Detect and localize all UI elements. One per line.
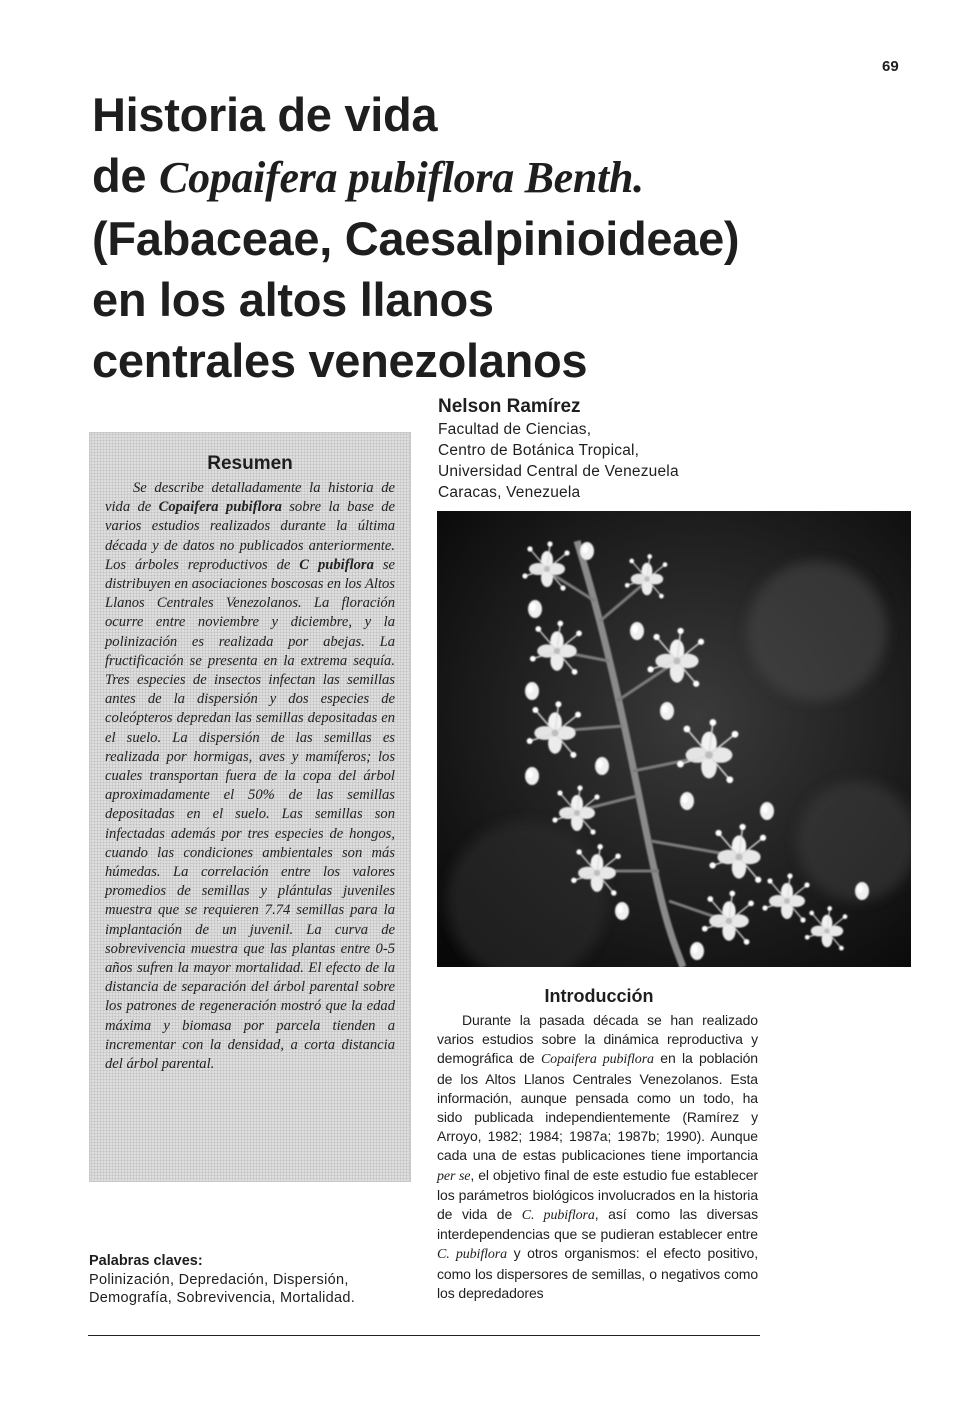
keywords-line: Polinización, Depredación, Dispersión, — [89, 1272, 349, 1288]
affiliation-line: Centro de Botánica Tropical, — [438, 442, 640, 459]
title-line-4: en los altos llanos — [92, 273, 494, 326]
introduction-text — [437, 1011, 758, 1303]
abstract-species-short: C pubiflora — [299, 556, 374, 573]
author-block — [438, 396, 768, 503]
title-species: Copaifera pubiflora Benth. — [159, 153, 644, 202]
abstract-species: Copaifera pubiflora — [158, 499, 282, 516]
keywords-block — [89, 1252, 409, 1307]
keywords-heading: Palabras claves: — [89, 1253, 203, 1269]
footer-rule — [88, 1335, 760, 1336]
title-line-3: (Fabaceae, Caesalpinioideae) — [92, 212, 740, 265]
intro-species: Copaifera pubiflora — [540, 1052, 654, 1068]
title-prefix: de — [92, 149, 147, 202]
abstract-text-part: sobre la base de varios estudios realizados durante la última década y de datos no publicados anteriormente. Los árboles reproductivos de — [105, 499, 396, 573]
intro-text-part: , así como las diversas interdependencias que se pudieran establecer entre — [437, 1206, 758, 1243]
intro-species: C. pubiflora — [521, 1208, 595, 1224]
intro-text-part: Durante la pasada década se han realizado varios estudios sobre la dinámica reproductiva y demográfica de — [437, 1012, 758, 1067]
affiliation-line: Facultad de Ciencias, — [438, 421, 592, 438]
abstract-text — [105, 479, 395, 1074]
flower-photo — [437, 511, 911, 967]
intro-species: C. pubiflora — [437, 1247, 508, 1263]
introduction-heading: Introducción — [544, 986, 654, 1006]
intro-text-part: , el objetivo final de este estudio fue establecer los parámetros biológicos involucrados en la historia de vida de — [437, 1166, 758, 1223]
intro-latin: per se — [437, 1168, 471, 1184]
keywords-line: Demografía, Sobrevivencia, Mortalidad. — [89, 1290, 356, 1306]
affiliation-line: Universidad Central de Venezuela — [438, 463, 679, 480]
flowering-branch-image — [437, 511, 911, 967]
article-title — [92, 84, 852, 391]
title-line-1: Historia de vida — [92, 88, 438, 141]
abstract-heading: Resumen — [207, 453, 293, 474]
intro-text-part: en la población de los Altos Llanos Centrales Venezolanos. Esta información, aunque pensada como un todo, ha sido publicada independientemente (Ramírez y Arroyo, 1982; 1984; 1987a; 1987b; 1990). Aunque cada una de estas publicaciones tiene importancia — [437, 1050, 758, 1164]
affiliation-line: Caracas, Venezuela — [438, 484, 581, 501]
title-line-5: centrales venezolanos — [92, 334, 588, 387]
title-line-2 — [92, 145, 852, 208]
intro-text-part: y otros organismos: el efecto positivo, como los dispersores de semillas, o negativos como los depredadores — [437, 1245, 758, 1301]
abstract-box — [89, 432, 411, 1182]
abstract-text-part: Se describe detalladamente la historia de vida de — [105, 480, 395, 516]
author-name: Nelson Ramírez — [438, 396, 581, 417]
page-number: 69 — [882, 58, 899, 75]
abstract-text-part: se distribuyen en asociaciones boscosas en los Altos Llanos Centrales Venezolanos. La floración ocurre entre noviembre y diciembre, y la polinización es realizada por abejas. La fructificación se presenta en la extrema sequía. Tres especies de insectos infectan las semillas antes de la dispersión y dos especies de coleópteros depredan las semillas depositadas en el suelo. La dispersión de las semillas es realizada por hormigas, aves y mamíferos; los cuales transportan fuera de la copa del árbol aproximadamente el 50% de las semillas depositadas en el suelo. Las semillas son infectadas además por tres especies de hongos, cuando las condiciones ambientales son más húmedas. La correlación entre los valores promedios de semillas y plántulas juveniles muestra que se requieren 7.74 semillas para la implantación de un juvenil. La curva de sobrevivencia muestra que las plantas entre 0-5 años sufren la mayor mortalidad. El efecto de la distancia de separación del árbol parental sobre los patrones de regeneración mostró que la edad máxima y biomasa por parcela tienden a incrementar con la densidad, a corta distancia del árbol parental. — [105, 556, 395, 1073]
